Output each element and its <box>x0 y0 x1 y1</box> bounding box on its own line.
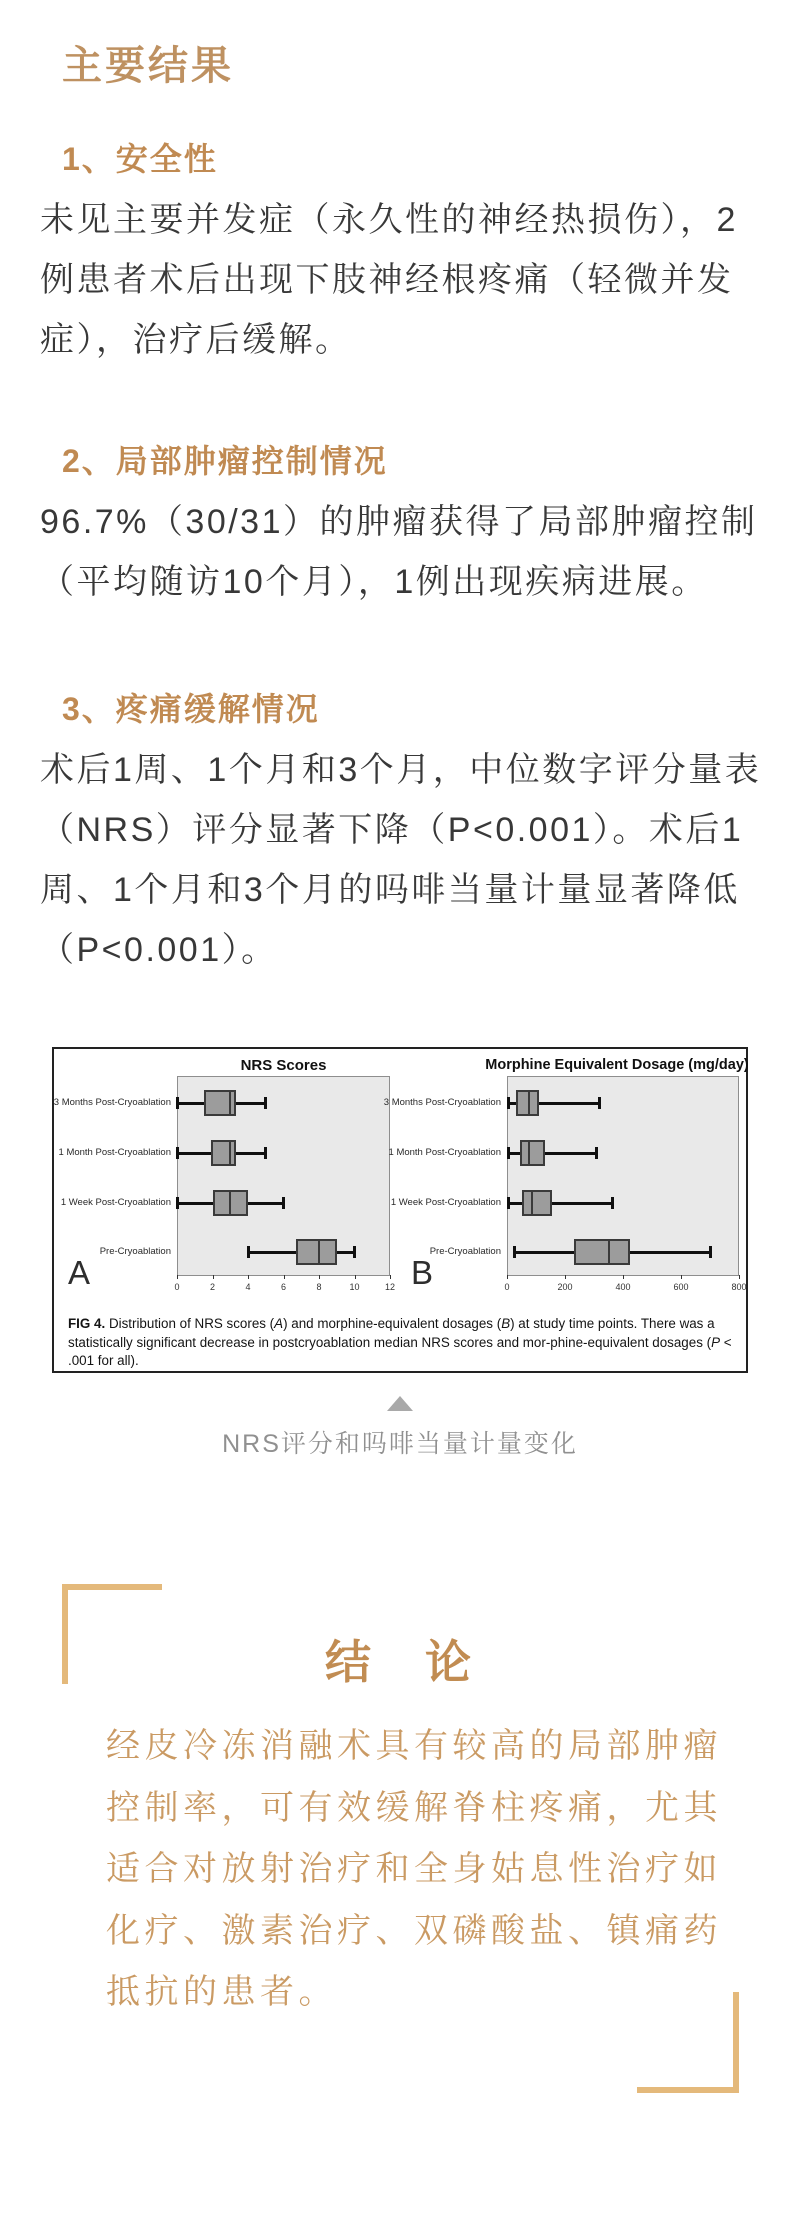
x-axis-tick <box>390 1275 391 1279</box>
x-axis-tick <box>681 1275 682 1279</box>
body-line: 未见主要并发症（永久性的神经热损伤），2 <box>40 201 738 239</box>
conclusion-line: 抵抗的患者。 <box>106 1973 337 2011</box>
conclusion-line: 经皮冷冻消融术具有较高的局部肿瘤 <box>106 1727 722 1765</box>
iqr-box <box>522 1190 552 1216</box>
section-1-heading: 1、安全性 <box>62 141 218 177</box>
main-title: 主要结果 <box>62 43 234 88</box>
category-label: Pre-Cryoablation <box>429 1246 501 1257</box>
whisker-cap <box>595 1147 598 1159</box>
x-axis-tick <box>355 1275 356 1279</box>
conclusion-line: 控制率，可有效缓解脊柱疼痛，尤其 <box>106 1788 722 1827</box>
figure-4-boxplots <box>52 1047 748 1373</box>
whisker-cap <box>264 1097 267 1109</box>
category-label: 1 Month Post-Cryoablation <box>388 1147 501 1158</box>
median-line <box>528 1090 530 1116</box>
x-axis-tick-label: 10 <box>349 1282 360 1292</box>
median-line <box>528 1140 530 1166</box>
body-line: 例患者术后出现下肢神经根疼痛（轻微并发 <box>40 261 734 299</box>
whisker-cap <box>507 1197 510 1209</box>
median-line <box>531 1190 533 1216</box>
figure-caption-segment: < .001 for all). <box>68 1334 732 1369</box>
section-1-body <box>40 190 738 370</box>
iqr-box <box>574 1239 631 1265</box>
whisker-cap <box>598 1097 601 1109</box>
whisker-cap <box>353 1246 356 1258</box>
iqr-box <box>520 1140 545 1166</box>
x-axis-tick-label: 6 <box>280 1282 286 1292</box>
category-label: 1 Week Post-Cryoablation <box>60 1197 171 1208</box>
median-line <box>229 1090 231 1116</box>
whisker-cap <box>176 1147 179 1159</box>
body-line: 96.7%（30/31）的肿瘤获得了局部肿瘤控制 <box>40 503 758 541</box>
x-axis-tick <box>177 1275 178 1279</box>
panel-letter-a: A <box>68 1254 91 1291</box>
conclusion-line: 适合对放射治疗和全身姑息性治疗如 <box>106 1850 722 1888</box>
category-label: Pre-Cryoablation <box>99 1246 171 1257</box>
category-label: 1 Month Post-Cryoablation <box>58 1147 171 1158</box>
body-line: （P<0.001）。 <box>40 931 278 969</box>
x-axis-tick <box>739 1275 740 1279</box>
whisker-cap <box>709 1246 712 1258</box>
section-2-body <box>40 492 758 612</box>
x-axis-tick-label: 800 <box>731 1282 747 1292</box>
section-2-heading: 2、局部肿瘤控制情况 <box>62 443 388 479</box>
x-axis-tick <box>319 1275 320 1279</box>
x-axis-tick <box>507 1275 508 1279</box>
nrs-panel-title: NRS Scores <box>240 1057 327 1074</box>
body-line: 周、1个月和3个月的吗啡当量计量显著降低 <box>40 871 740 909</box>
x-axis-tick <box>623 1275 624 1279</box>
median-line <box>608 1239 610 1265</box>
x-axis-tick <box>248 1275 249 1279</box>
conclusion-title: 结 论 <box>325 1637 475 1688</box>
x-axis-tick-label: 2 <box>209 1282 215 1292</box>
panel-letter-b: B <box>411 1254 434 1291</box>
corner-bracket-bottom-right-icon <box>637 1992 739 2093</box>
x-axis-tick-label: 600 <box>673 1282 689 1292</box>
whisker-cap <box>507 1147 510 1159</box>
x-axis-tick-label: 200 <box>557 1282 573 1292</box>
iqr-box <box>296 1239 337 1265</box>
conclusion-body <box>106 1716 722 2024</box>
x-axis-tick-label: 4 <box>245 1282 251 1292</box>
body-line: （NRS）评分显著下降（P<0.001）。术后1 <box>40 811 744 849</box>
figure-caption-segment: ) and morphine-equivalent dosages ( <box>283 1316 502 1331</box>
figure-caption <box>68 1315 736 1371</box>
figure-caption-segment: FIG 4. <box>68 1316 106 1331</box>
category-label: 3 Months Post-Cryoablation <box>383 1097 501 1108</box>
conclusion-line: 化疗、激素治疗、双磷酸盐、镇痛药 <box>106 1911 722 1950</box>
median-line <box>229 1140 231 1166</box>
median-line <box>229 1190 231 1216</box>
whisker-cap <box>513 1246 516 1258</box>
whisker-cap <box>176 1097 179 1109</box>
section-3-heading: 3、疼痛缓解情况 <box>62 691 320 727</box>
category-label: 1 Week Post-Cryoablation <box>390 1197 501 1208</box>
x-axis-tick <box>284 1275 285 1279</box>
figure-note-caption: NRS评分和吗啡当量计量变化 <box>222 1430 578 1458</box>
body-line: （平均随访10个月），1例出现疾病进展。 <box>40 563 708 601</box>
figure-caption-segment: A <box>274 1316 284 1331</box>
median-line <box>318 1239 320 1265</box>
section-3-body <box>40 740 761 980</box>
x-axis-tick-label: 0 <box>174 1282 180 1292</box>
body-line: 症），治疗后缓解。 <box>40 321 352 359</box>
whisker-cap <box>247 1246 250 1258</box>
figure-caption-segment: B <box>501 1316 511 1331</box>
whisker-cap <box>282 1197 285 1209</box>
x-axis-tick <box>213 1275 214 1279</box>
figure-caption-segment: P <box>711 1334 721 1350</box>
x-axis-tick-label: 400 <box>615 1282 631 1292</box>
whisker-cap <box>507 1097 510 1109</box>
x-axis-tick-label: 8 <box>316 1282 322 1292</box>
whisker-cap <box>264 1147 267 1159</box>
morphine-panel-title: Morphine Equivalent Dosage (mg/day) <box>485 1057 749 1073</box>
x-axis-tick-label: 0 <box>504 1282 510 1292</box>
figure-caption-segment: ) at study time points. There was a statistically significant decrease in postcryoablation median NRS scores and mor-phine-equivalent dosages ( <box>68 1316 715 1350</box>
body-line: 术后1周、1个月和3个月，中位数字评分量表 <box>40 751 762 789</box>
iqr-box <box>211 1140 236 1166</box>
category-label: 3 Months Post-Cryoablation <box>53 1097 171 1108</box>
up-triangle-icon <box>387 1396 413 1411</box>
whisker-cap <box>611 1197 614 1209</box>
figure-caption-segment: Distribution of NRS scores ( <box>105 1316 275 1331</box>
x-axis-tick-label: 12 <box>384 1282 395 1292</box>
x-axis-tick <box>565 1275 566 1279</box>
whisker-cap <box>176 1197 179 1209</box>
